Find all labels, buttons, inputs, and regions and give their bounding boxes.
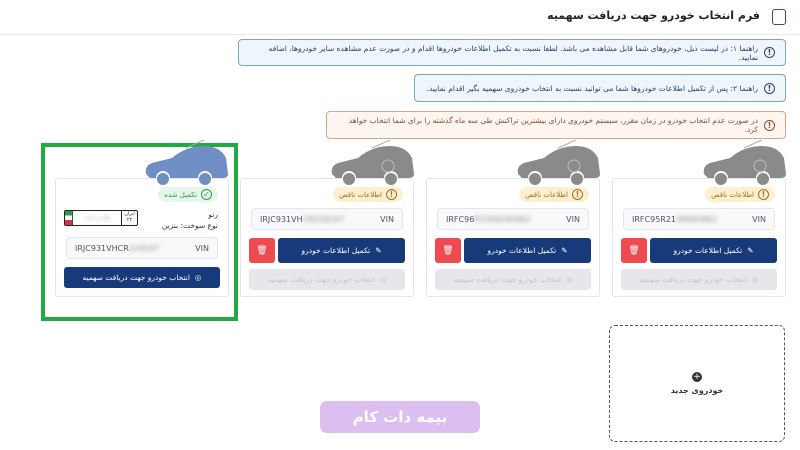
warning-alert (326, 111, 786, 139)
select-vehicle-button-disabled (435, 269, 591, 290)
car-image-icon (328, 140, 416, 186)
vehicle-card[interactable] (612, 178, 786, 297)
badge-text: تکمیل شده (164, 190, 197, 199)
vin-masked: 5R865862 (676, 214, 718, 224)
check-circle-icon: ✓ (201, 189, 212, 200)
watermark-logo: بیمه دات کام (320, 401, 480, 433)
plus-icon: + (693, 372, 701, 382)
pencil-icon: ✎ (561, 246, 568, 255)
vin-field[interactable] (437, 208, 589, 230)
info-icon: ! (764, 83, 775, 94)
fuel-type: نوع سوخت: بنزین (161, 221, 218, 230)
button-label: تکمیل اطلاعات خودرو (673, 246, 743, 255)
target-icon: ◎ (379, 275, 387, 284)
vin-label: VIN (380, 214, 394, 224)
complete-info-button[interactable] (464, 238, 591, 263)
vin-value: IRFC96 (446, 214, 475, 224)
vin-field[interactable] (66, 237, 218, 259)
page-title: فرم انتخاب خودرو جهت دریافت سهمیه (547, 9, 760, 22)
vin-value: IRJC931VHCR (75, 243, 129, 253)
select-vehicle-button-disabled (621, 269, 777, 290)
car-image-icon (514, 140, 602, 186)
car-image-icon (700, 140, 788, 186)
trash-icon: 🗑 (256, 245, 268, 256)
add-new-vehicle-button[interactable] (609, 325, 785, 442)
vin-value: IRJC931VH (260, 214, 303, 224)
pencil-icon: ✎ (375, 246, 382, 255)
button-label: تکمیل اطلاعات خودرو (487, 246, 557, 255)
guide-alert-2 (414, 74, 786, 102)
license-plate (64, 210, 138, 226)
car-image-icon (142, 140, 230, 186)
vin-label: VIN (566, 214, 580, 224)
vin-field[interactable] (251, 208, 403, 230)
badge-text: اطلاعات ناقص (525, 190, 568, 199)
plate-number: ۳۷ ب ۱۱۲ (84, 214, 110, 222)
alert-text: راهنما ۲: پس از تکمیل اطلاعات خودروها شما می توانید نسبت به انتخاب خودروی سهمیه بگیر اقدام نمایید. (426, 83, 758, 93)
status-badge (158, 187, 218, 202)
vin-label: VIN (752, 214, 766, 224)
warning-icon: ! (572, 189, 583, 200)
vehicle-card-selected[interactable] (55, 178, 229, 297)
alert-text: در صورت عدم انتخاب خودرو در زمان مقرر، سیستم خودروی دارای بیشترین تراکنش طی سه ماه گذشته را برای شما انتخاب خواهد کرد. (348, 116, 758, 134)
button-label: انتخاب خودرو جهت دریافت سهمیه (267, 275, 375, 284)
complete-info-button[interactable] (278, 238, 405, 263)
vehicle-name: رنو (208, 210, 218, 219)
delete-button[interactable] (435, 238, 461, 263)
new-car-label: خودروی جدید (670, 386, 724, 395)
divider (0, 34, 800, 35)
pencil-icon: ✎ (747, 246, 754, 255)
plate-province: ایران ۲۲ (121, 211, 137, 225)
vin-field[interactable] (623, 208, 775, 230)
warning-icon: ! (764, 120, 775, 131)
button-label: تکمیل اطلاعات خودرو (301, 246, 371, 255)
button-label: انتخاب خودرو جهت دریافت سهمیه (82, 273, 190, 282)
badge-text: اطلاعات ناقص (339, 190, 382, 199)
alert-text: راهنما ۱: در لیست ذیل، خودروهای شما قابل مشاهده می باشد. لطفا نسبت به تکمیل اطلاعات خودروها اقدام و در صورت عدم مشاهده سایر خودروها، اضافه نمایید. (268, 43, 758, 62)
warning-icon: ! (758, 189, 769, 200)
trash-icon: 🗑 (628, 245, 640, 256)
delete-button[interactable] (621, 238, 647, 263)
complete-info-button[interactable] (650, 238, 777, 263)
vehicle-card[interactable] (240, 178, 414, 297)
target-icon: ◎ (194, 273, 202, 282)
target-icon: ◎ (565, 275, 573, 284)
status-badge (519, 187, 589, 202)
select-vehicle-button[interactable] (64, 267, 220, 288)
vin-label: VIN (195, 243, 209, 253)
trash-icon: 🗑 (442, 245, 454, 256)
vin-masked: 226167 (128, 243, 160, 253)
flag-icon (65, 211, 73, 225)
vin-masked: CR226167 (302, 214, 345, 224)
button-label: انتخاب خودرو جهت دریافت سهمیه (639, 275, 747, 284)
guide-alert-1 (238, 39, 786, 66)
vehicle-card[interactable] (426, 178, 600, 297)
badge-text: اطلاعات ناقص (711, 190, 754, 199)
target-icon: ◎ (751, 275, 759, 284)
info-icon: ! (764, 47, 775, 58)
status-badge (705, 187, 775, 202)
select-vehicle-button-disabled (249, 269, 405, 290)
button-label: انتخاب خودرو جهت دریافت سهمیه (453, 275, 561, 284)
status-badge (333, 187, 403, 202)
warning-icon: ! (386, 189, 397, 200)
vin-masked: R2394245962 (474, 214, 531, 224)
vin-value: IRFC95R21 (632, 214, 677, 224)
delete-button[interactable] (249, 238, 275, 263)
form-icon (772, 9, 786, 25)
